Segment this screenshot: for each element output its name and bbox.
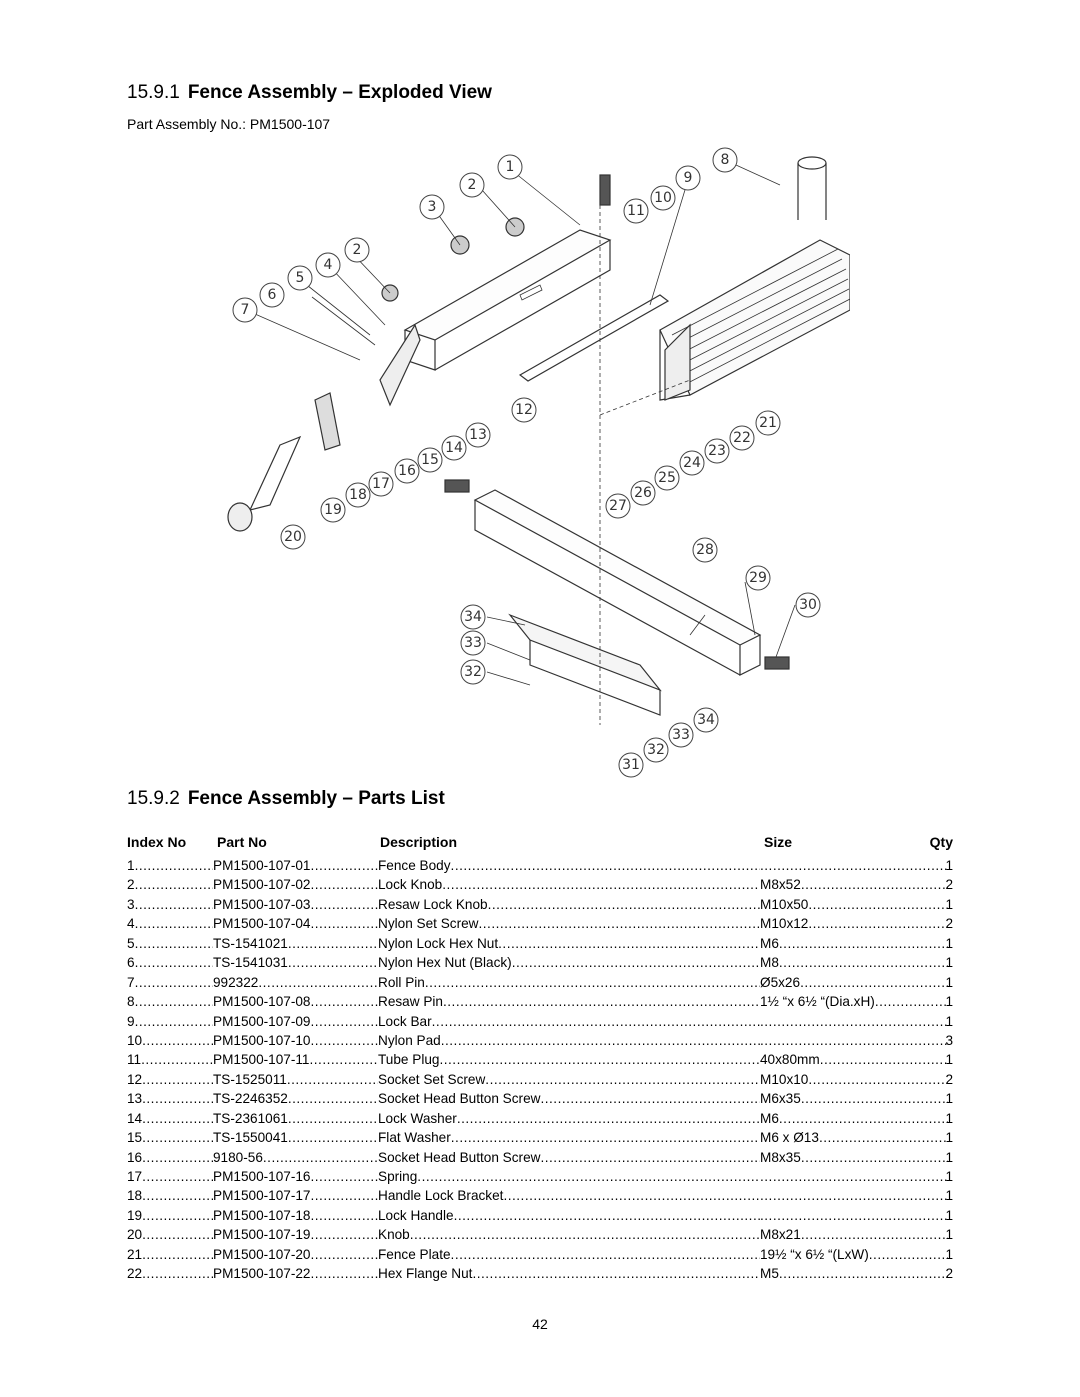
part-number-cell: PM1500-107-20 ..... xyxy=(213,1245,378,1264)
description-cell: Socket Head Button Screw ..... xyxy=(378,1148,760,1167)
qty-cell: 3 xyxy=(945,1032,953,1048)
size-cell: M8x21 ..... xyxy=(760,1225,948,1244)
size-cell: M10x12 ..... xyxy=(760,914,948,933)
table-row xyxy=(127,1206,953,1225)
callout-2 xyxy=(460,173,484,197)
callout-33 xyxy=(461,631,485,655)
qty-cell: 1 xyxy=(945,1052,953,1068)
qty-cell: 1 xyxy=(945,1169,953,1184)
svg-text:34: 34 xyxy=(464,609,482,625)
description-cell: Resaw Lock Knob ..... xyxy=(378,895,760,914)
qty-cell: 1 xyxy=(945,1110,953,1126)
qty-cell: 1 xyxy=(945,1188,953,1204)
part-number-cell: 992322 ..... xyxy=(213,973,378,992)
svg-text:31: 31 xyxy=(622,757,640,773)
part-number-cell: PM1500-107-10 ..... xyxy=(213,1031,378,1050)
svg-text:29: 29 xyxy=(749,570,767,586)
size-cell xyxy=(760,1206,948,1225)
diagram-callouts xyxy=(233,148,820,777)
lock-bar xyxy=(520,295,668,381)
index-cell: 21 ..... xyxy=(127,1245,213,1264)
part-number-cell: PM1500-107-18 ..... xyxy=(213,1206,378,1225)
description-cell: Lock Bar ..... xyxy=(378,1012,760,1031)
svg-text:12: 12 xyxy=(515,402,533,418)
qty-cell: 1 xyxy=(945,974,953,990)
qty-cell: 2 xyxy=(945,877,953,893)
qty-cell: 1 xyxy=(945,994,953,1010)
index-cell: 10 ..... xyxy=(127,1031,213,1050)
table-row xyxy=(127,1128,953,1147)
description-cell: Lock Washer ..... xyxy=(378,1109,760,1128)
section-number: 15.9.1 xyxy=(127,82,180,103)
svg-text:27: 27 xyxy=(609,498,627,514)
description-cell: Nylon Set Screw ..... xyxy=(378,914,760,933)
size-cell xyxy=(760,1031,948,1050)
size-cell: 1½ “x 6½ “(Dia.xH) ..... xyxy=(760,992,948,1011)
svg-text:23: 23 xyxy=(708,443,726,459)
callout-15 xyxy=(418,448,442,472)
index-cell: 13 ..... xyxy=(127,1089,213,1108)
callout-25 xyxy=(655,466,679,490)
table-row xyxy=(127,973,953,992)
callout-26 xyxy=(631,481,655,505)
qty-cell: 1 xyxy=(945,1246,953,1262)
fence-body xyxy=(405,230,610,340)
lock-handle-head xyxy=(315,393,340,450)
table-row xyxy=(127,1264,953,1283)
svg-text:21: 21 xyxy=(759,415,777,431)
part-number-cell: TS-1541021 ..... xyxy=(213,934,378,953)
callout-12 xyxy=(512,398,536,422)
part-number-cell: PM1500-107-04 ..... xyxy=(213,914,378,933)
callout-18 xyxy=(346,483,370,507)
header-qty: Qty xyxy=(929,834,953,850)
callout-33 xyxy=(669,723,693,747)
table-row xyxy=(127,856,953,875)
table-row xyxy=(127,1245,953,1264)
size-cell: M6 x Ø13 ..... xyxy=(760,1128,948,1147)
section-title-exploded-view xyxy=(127,82,492,104)
description-cell: Flat Washer ..... xyxy=(378,1128,760,1147)
index-cell: 3 ..... xyxy=(127,895,213,914)
description-cell: Fence Body ..... xyxy=(378,856,760,875)
qty-cell: 1 xyxy=(945,1149,953,1165)
size-cell: M10x50 ..... xyxy=(760,895,948,914)
svg-text:17: 17 xyxy=(372,476,390,492)
index-cell: 12 ..... xyxy=(127,1070,213,1089)
callout-31 xyxy=(619,753,643,777)
table-row xyxy=(127,914,953,933)
part-number-cell: TS-1525011 ..... xyxy=(213,1070,378,1089)
svg-text:13: 13 xyxy=(469,427,487,443)
description-cell: Fence Plate ..... xyxy=(378,1245,760,1264)
svg-text:15: 15 xyxy=(421,452,439,468)
svg-text:26: 26 xyxy=(634,485,652,501)
table-row xyxy=(127,1012,953,1031)
svg-text:20: 20 xyxy=(284,529,302,545)
part-number-cell: PM1500-107-02 ..... xyxy=(213,875,378,894)
size-cell: M8x35 ..... xyxy=(760,1148,948,1167)
nylon-pad xyxy=(600,175,610,205)
svg-text:2: 2 xyxy=(352,242,362,258)
callout-9 xyxy=(676,166,700,190)
svg-text:33: 33 xyxy=(672,727,690,743)
index-cell: 1 ..... xyxy=(127,856,213,875)
svg-text:34: 34 xyxy=(697,712,715,728)
callout-14 xyxy=(442,436,466,460)
header-description: Description xyxy=(380,834,458,850)
description-cell: Nylon Pad ..... xyxy=(378,1031,760,1050)
resaw-pin-top xyxy=(798,157,826,169)
svg-text:8: 8 xyxy=(720,152,730,168)
svg-text:32: 32 xyxy=(647,742,665,758)
part-number-cell: TS-1541031 ..... xyxy=(213,953,378,972)
description-cell: Socket Head Button Screw ..... xyxy=(378,1089,760,1108)
table-row xyxy=(127,1186,953,1205)
callout-22 xyxy=(730,426,754,450)
svg-text:22: 22 xyxy=(733,430,751,446)
lock-handle xyxy=(250,437,300,510)
index-cell: 20 ..... xyxy=(127,1225,213,1244)
svg-text:33: 33 xyxy=(464,635,482,651)
callout-28 xyxy=(693,538,717,562)
qty-cell: 1 xyxy=(945,1207,953,1223)
callout-34 xyxy=(461,605,485,629)
index-cell: 7 ..... xyxy=(127,973,213,992)
callout-8 xyxy=(713,148,737,172)
svg-text:30: 30 xyxy=(799,597,817,613)
svg-text:2: 2 xyxy=(467,177,477,193)
size-cell xyxy=(760,1186,948,1205)
callout-1 xyxy=(498,155,522,179)
index-cell: 18 ..... xyxy=(127,1186,213,1205)
callout-27 xyxy=(606,494,630,518)
part-number-cell: TS-2361061 ..... xyxy=(213,1109,378,1128)
svg-text:32: 32 xyxy=(464,664,482,680)
table-row xyxy=(127,992,953,1011)
header-size: Size xyxy=(764,834,793,850)
svg-text:4: 4 xyxy=(323,257,333,273)
svg-text:24: 24 xyxy=(683,455,701,471)
callout-4 xyxy=(316,253,340,277)
part-number-cell: PM1500-107-01 ..... xyxy=(213,856,378,875)
header-part: Part No xyxy=(217,834,267,850)
part-number-cell: PM1500-107-09 ..... xyxy=(213,1012,378,1031)
table-row xyxy=(127,1031,953,1050)
size-cell: M6 ..... xyxy=(760,1109,948,1128)
table-row xyxy=(127,1148,953,1167)
table-row xyxy=(127,1089,953,1108)
page-number: 42 xyxy=(532,1316,548,1332)
qty-cell: 1 xyxy=(945,858,953,873)
description-cell: Hex Flange Nut ..... xyxy=(378,1264,760,1283)
table-row xyxy=(127,1050,953,1069)
svg-text:9: 9 xyxy=(683,170,693,186)
qty-cell: 1 xyxy=(945,1091,953,1107)
resaw-pin-body xyxy=(798,163,826,220)
size-cell: 19½ “x 6½ “(LxW) ..... xyxy=(760,1245,948,1264)
section-number: 15.9.2 xyxy=(127,788,180,809)
tube-plug-end xyxy=(765,657,789,669)
callout-16 xyxy=(395,459,419,483)
part-number-cell: 9180-56 ..... xyxy=(213,1148,378,1167)
svg-text:18: 18 xyxy=(349,487,367,503)
size-cell: M6 ..... xyxy=(760,934,948,953)
table-row xyxy=(127,895,953,914)
description-cell: Lock Handle ..... xyxy=(378,1206,760,1225)
part-number-cell: PM1500-107-19 ..... xyxy=(213,1225,378,1244)
part-number-cell: PM1500-107-08 ..... xyxy=(213,992,378,1011)
callout-7 xyxy=(233,298,257,322)
part-number-cell: PM1500-107-11 ..... xyxy=(213,1050,378,1069)
index-cell: 15 ..... xyxy=(127,1128,213,1147)
size-cell: M8x52 ..... xyxy=(760,875,948,894)
size-cell: M6x35 ..... xyxy=(760,1089,948,1108)
size-cell: Ø5x26 ..... xyxy=(760,973,948,992)
index-cell: 17 ..... xyxy=(127,1167,213,1186)
callout-24 xyxy=(680,451,704,475)
qty-cell: 2 xyxy=(945,916,953,932)
part-number-cell: PM1500-107-17 ..... xyxy=(213,1186,378,1205)
part-number-cell: PM1500-107-16 ..... xyxy=(213,1167,378,1186)
part-number-cell: PM1500-107-03 ..... xyxy=(213,895,378,914)
index-cell: 16 ..... xyxy=(127,1148,213,1167)
index-cell: 22 ..... xyxy=(127,1264,213,1283)
qty-cell: 2 xyxy=(945,1071,953,1087)
svg-text:11: 11 xyxy=(627,203,645,219)
section-heading: Fence Assembly – Parts List xyxy=(187,788,445,809)
table-body xyxy=(127,856,953,1284)
description-cell: Roll Pin ..... xyxy=(378,973,760,992)
section-title-parts-list xyxy=(127,788,445,810)
description-cell: Tube Plug ..... xyxy=(378,1050,760,1069)
callout-3 xyxy=(420,195,444,219)
size-cell: M8 ..... xyxy=(760,953,948,972)
callout-11 xyxy=(624,199,648,223)
callout-20 xyxy=(281,525,305,549)
qty-cell: 1 xyxy=(945,955,953,971)
section-heading: Fence Assembly – Exploded View xyxy=(187,82,492,103)
tube-plug xyxy=(445,480,469,492)
index-cell: 11 ..... xyxy=(127,1050,213,1069)
part-number-cell: TS-2246352 ..... xyxy=(213,1089,378,1108)
callout-17 xyxy=(369,472,393,496)
callout-6 xyxy=(260,283,284,307)
qty-cell: 1 xyxy=(945,1227,953,1243)
table-row xyxy=(127,953,953,972)
angle-bracket xyxy=(510,615,660,690)
svg-text:25: 25 xyxy=(658,470,676,486)
part-assembly-number: Part Assembly No.: PM1500-107 xyxy=(127,116,331,132)
header-index: Index No xyxy=(127,834,187,850)
handle-bracket xyxy=(380,325,420,405)
index-cell: 9 ..... xyxy=(127,1012,213,1031)
callout-21 xyxy=(756,411,780,435)
svg-text:1: 1 xyxy=(505,159,515,175)
svg-text:6: 6 xyxy=(267,287,277,303)
callout-23 xyxy=(705,439,729,463)
parts-list-table xyxy=(127,832,953,1284)
size-cell xyxy=(760,1012,948,1031)
qty-cell: 2 xyxy=(945,1266,953,1282)
description-cell: Nylon Hex Nut (Black) ..... xyxy=(378,953,760,972)
callout-32 xyxy=(461,660,485,684)
description-cell: Socket Set Screw ..... xyxy=(378,1070,760,1089)
callout-10 xyxy=(651,186,675,210)
description-cell: Lock Knob ..... xyxy=(378,875,760,894)
svg-text:3: 3 xyxy=(427,199,437,215)
size-cell xyxy=(760,1167,948,1186)
svg-text:16: 16 xyxy=(398,463,416,479)
description-cell: Resaw Pin ..... xyxy=(378,992,760,1011)
svg-text:14: 14 xyxy=(445,440,463,456)
svg-text:5: 5 xyxy=(295,270,305,286)
table-row xyxy=(127,1109,953,1128)
qty-cell: 1 xyxy=(945,1130,953,1146)
svg-text:28: 28 xyxy=(696,542,714,558)
table-row xyxy=(127,875,953,894)
index-cell: 6 ..... xyxy=(127,953,213,972)
svg-text:7: 7 xyxy=(240,302,250,318)
table-row xyxy=(127,934,953,953)
exploded-view-diagram xyxy=(220,145,850,780)
callout-29 xyxy=(746,566,770,590)
svg-text:10: 10 xyxy=(654,190,672,206)
qty-cell: 1 xyxy=(945,1013,953,1029)
index-cell: 8 ..... xyxy=(127,992,213,1011)
size-cell: M10x10 ..... xyxy=(760,1070,948,1089)
knob xyxy=(228,503,252,531)
svg-text:19: 19 xyxy=(324,502,342,518)
callout-30 xyxy=(796,593,820,617)
description-cell: Handle Lock Bracket ..... xyxy=(378,1186,760,1205)
table-row xyxy=(127,1070,953,1089)
callout-5 xyxy=(288,266,312,290)
callout-19 xyxy=(321,498,345,522)
part-number-cell: TS-1550041 ..... xyxy=(213,1128,378,1147)
callout-13 xyxy=(466,423,490,447)
index-cell: 2 ..... xyxy=(127,875,213,894)
part-number-cell: PM1500-107-22 ..... xyxy=(213,1264,378,1283)
qty-cell: 1 xyxy=(945,935,953,951)
table-header xyxy=(127,832,953,856)
size-cell: 40x80mm ..... xyxy=(760,1050,948,1069)
description-cell: Nylon Lock Hex Nut ..... xyxy=(378,934,760,953)
description-cell: Knob ..... xyxy=(378,1225,760,1244)
index-cell: 14 ..... xyxy=(127,1109,213,1128)
callout-2 xyxy=(345,238,369,262)
table-row xyxy=(127,1225,953,1244)
index-cell: 4 ..... xyxy=(127,914,213,933)
qty-cell: 1 xyxy=(945,896,953,912)
index-cell: 5 ..... xyxy=(127,934,213,953)
callout-34 xyxy=(694,708,718,732)
size-cell xyxy=(760,856,948,875)
index-cell: 19 ..... xyxy=(127,1206,213,1225)
size-cell: M5 ..... xyxy=(760,1264,948,1283)
description-cell: Spring ..... xyxy=(378,1167,760,1186)
callout-32 xyxy=(644,738,668,762)
table-row xyxy=(127,1167,953,1186)
